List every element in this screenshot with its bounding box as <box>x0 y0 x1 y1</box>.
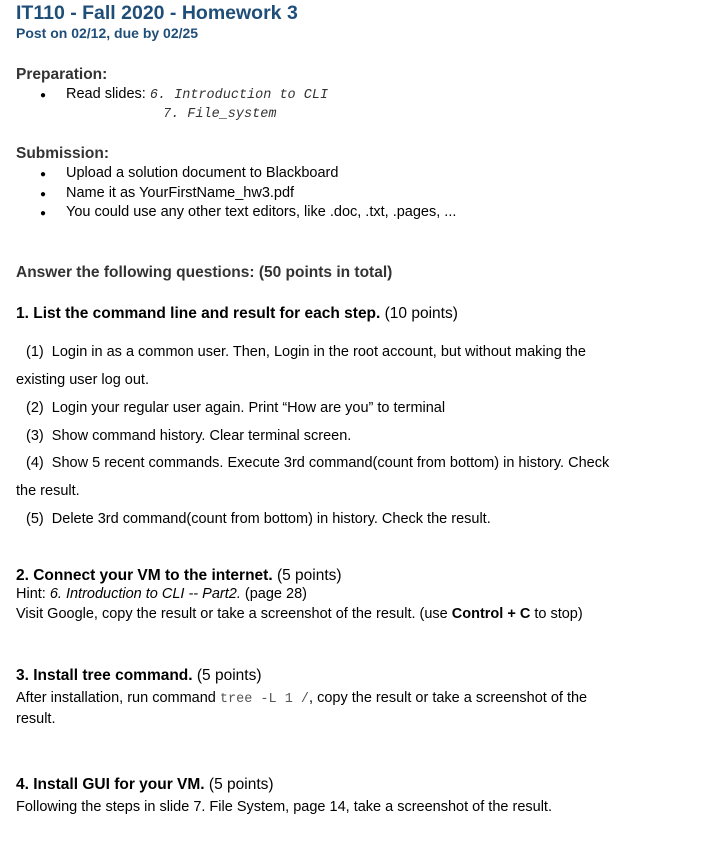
list-item: ● Upload a solution document to Blackboard <box>40 165 456 185</box>
question-1-step-5: (5) Delete 3rd command(count from bottom) in history. Check the result. <box>26 511 491 527</box>
question-1-step-1: (1) Login in as a common user. Then, Login in the root account, but without making the <box>26 344 586 360</box>
question-2-hint: Hint: 6. Introduction to CLI -- Part2. (page 28) <box>16 586 307 602</box>
list-item <box>40 86 328 106</box>
question-4-title: 4. Install GUI for your VM. (5 points) <box>16 776 274 793</box>
list-item: ● You could use any other text editors, like .doc, .txt, .pages, ... <box>40 204 456 224</box>
question-2-title: 2. Connect your VM to the internet. (5 points) <box>16 567 342 584</box>
tree-command: tree -L 1 / <box>219 692 310 707</box>
submission-list <box>40 165 456 224</box>
question-3-text-cont: result. <box>16 711 56 727</box>
question-2-text: Visit Google, copy the result or take a screenshot of the result. (use Control + C to stop) <box>16 606 583 622</box>
preparation-heading: Preparation: <box>16 66 108 83</box>
question-3-title: 3. Install tree command. (5 points) <box>16 667 262 684</box>
question-4-text: Following the steps in slide 7. File System, page 14, take a screenshot of the result. <box>16 799 552 815</box>
list-item: ● Name it as YourFirstName_hw3.pdf <box>40 185 456 205</box>
preparation-list <box>40 86 328 106</box>
question-1-step-2: (2) Login your regular user again. Print “How are you” to terminal <box>26 400 446 416</box>
slide-reference: 7. File_system <box>163 107 277 122</box>
page-title: IT110 - Fall 2020 - Homework 3 <box>16 2 298 24</box>
slide-reference: 6. Introduction to CLI <box>149 88 329 103</box>
question-1-step-1-cont: existing user log out. <box>16 372 149 388</box>
page-subtitle: Post on 02/12, due by 02/25 <box>16 25 199 41</box>
answer-heading: Answer the following questions: (50 points in total) <box>16 264 393 281</box>
question-1-step-4: (4) Show 5 recent commands. Execute 3rd command(count from bottom) in history. Check <box>26 455 610 471</box>
preparation-item-prefix: Read slides: <box>66 86 150 102</box>
question-3-text: After installation, run command tree -L 1 /, copy the result or take a screenshot of the <box>16 690 588 707</box>
question-1-title: 1. List the command line and result for each step. (10 points) <box>16 305 458 322</box>
submission-heading: Submission: <box>16 145 110 162</box>
question-1-step-4-cont: the result. <box>16 483 80 499</box>
question-1-step-3: (3) Show command history. Clear terminal screen. <box>26 428 352 444</box>
